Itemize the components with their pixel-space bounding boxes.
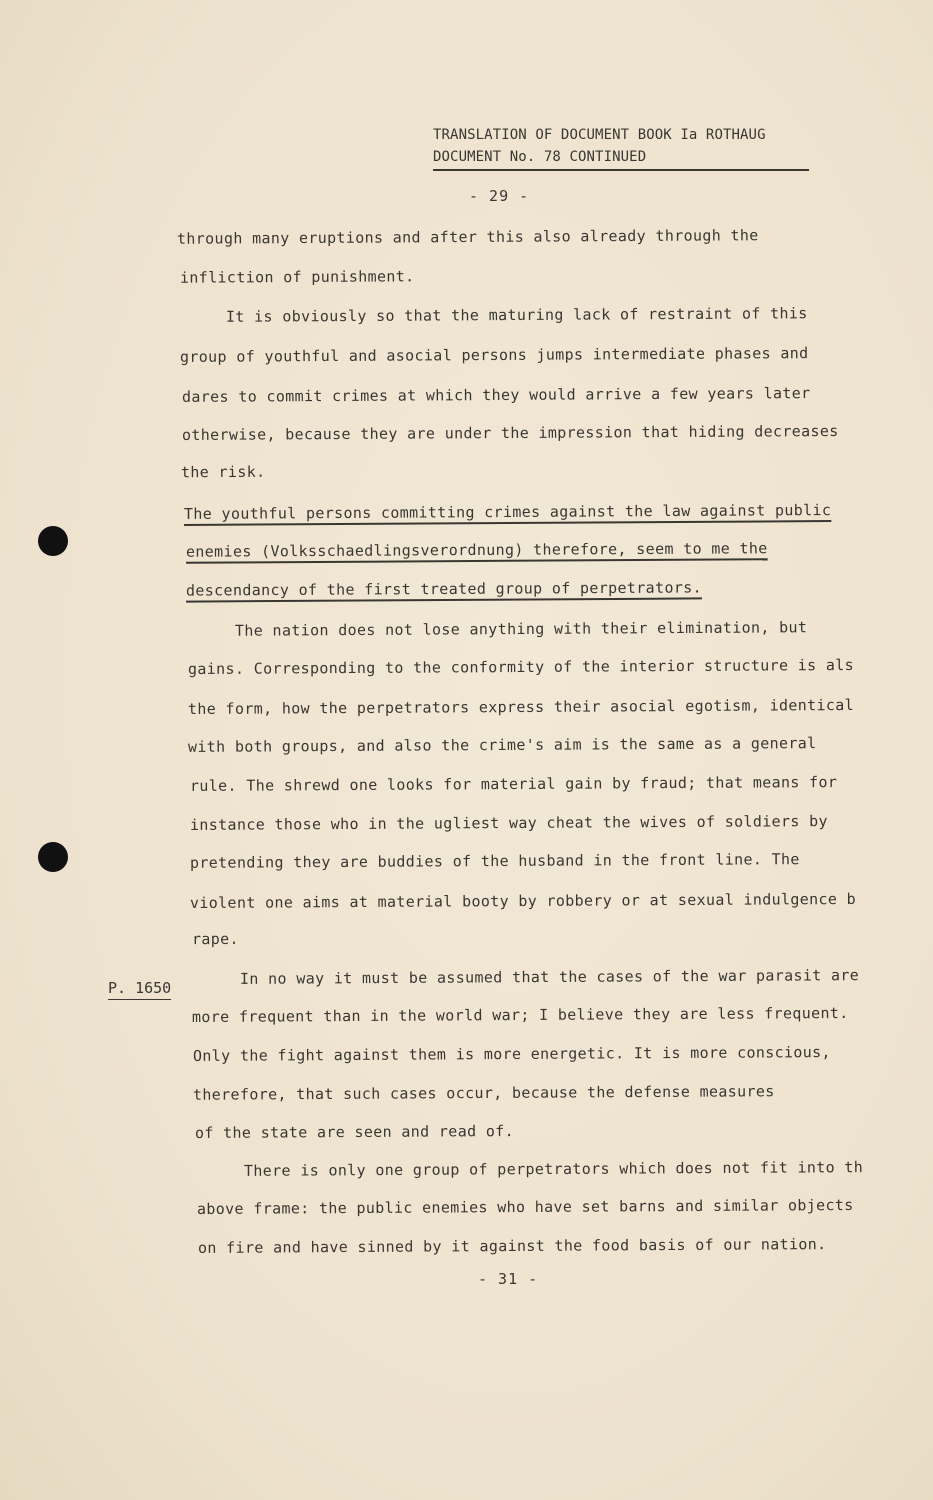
body-line: descendancy of the first treated group of perpetrators. <box>185 578 703 600</box>
header-title: TRANSLATION OF DOCUMENT BOOK Ia ROTHAUG <box>433 127 766 143</box>
body-line: on fire and have sinned by it against the food basis of our nation. <box>197 1235 827 1257</box>
header-rule <box>433 169 809 171</box>
body-line: with both groups, and also the crime's aim is the same as a general <box>187 734 817 756</box>
body-line: otherwise, because they are under the impression that hiding decreases <box>181 421 839 445</box>
body-line: Only the fight against them is more energetic. It is more conscious, <box>192 1043 831 1065</box>
body-line: pretending they are buddies of the husband in the front line. The <box>189 850 800 872</box>
punch-hole <box>38 526 68 556</box>
body-line: dares to commit crimes at which they would arrive a few years later <box>181 384 811 406</box>
punch-hole <box>38 842 68 872</box>
body-line: rape. <box>191 929 239 949</box>
body-line: more frequent than in the world war; I believe they are less frequent. <box>191 1003 849 1027</box>
body-line: instance those who in the ugliest way cheat the wives of soldiers by <box>189 812 828 834</box>
margin-note: P. 1650 <box>108 979 171 1000</box>
page-number-top: - 29 - <box>469 187 530 205</box>
body-line: The nation does not lose anything with their elimination, but <box>234 618 808 640</box>
body-line: above frame: the public enemies who have set barns and similar objects <box>196 1195 854 1219</box>
body-line: There is only one group of perpetrators which does not fit into th <box>243 1158 864 1180</box>
body-line: the risk. <box>180 462 266 482</box>
body-line: infliction of punishment. <box>179 267 415 287</box>
body-line: In no way it must be assumed that the cases of the war parasit are <box>239 966 860 988</box>
header-document-number: DOCUMENT No. 78 CONTINUED <box>433 149 647 165</box>
body-line: The youthful persons committing crimes against the law against public <box>183 501 832 523</box>
document-header <box>433 124 811 171</box>
body-line: the form, how the perpetrators express their asocial egotism, identical <box>187 695 855 719</box>
body-line: group of youthful and asocial persons jumps intermediate phases and <box>179 344 809 366</box>
page-number-bottom: - 31 - <box>478 1270 539 1288</box>
body-line: It is obviously so that the maturing lack of restraint of this <box>225 304 808 326</box>
body-line: enemies (Volksschaedlingsverordnung) therefore, seem to me the <box>185 539 768 561</box>
body-line: through many eruptions and after this also already through the <box>176 226 759 248</box>
body-line: violent one aims at material booty by robbery or at sexual indulgence b <box>189 889 857 913</box>
body-line: gains. Corresponding to the conformity of the interior structure is als <box>187 655 855 679</box>
body-line: therefore, that such cases occur, because the defense measures <box>192 1082 775 1104</box>
body-line: rule. The shrewd one looks for material gain by fraud; that means for <box>189 773 838 795</box>
body-line: of the state are seen and read of. <box>194 1122 515 1142</box>
